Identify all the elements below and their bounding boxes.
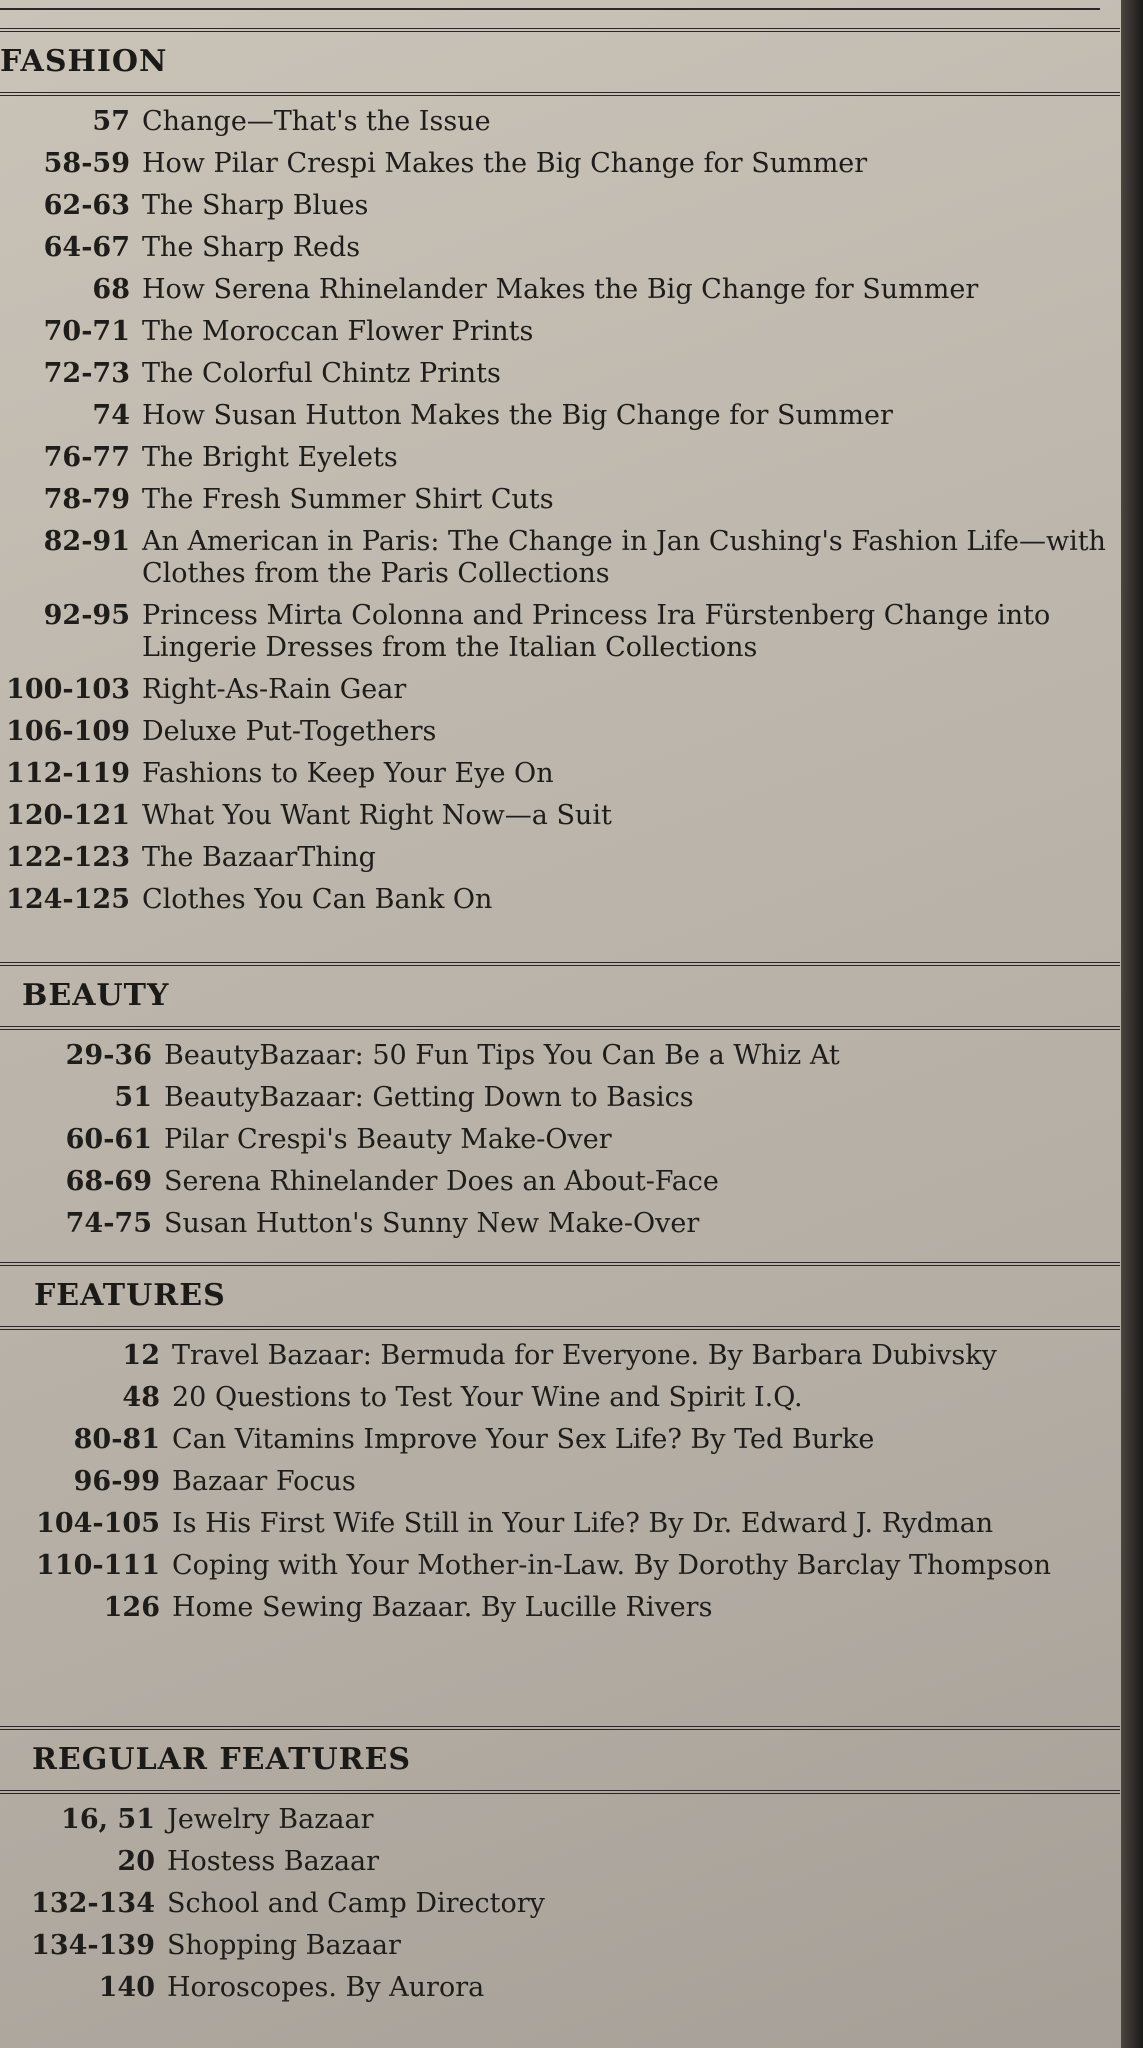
contents-entry [0, 1166, 1120, 1198]
entry-list [0, 1804, 1120, 2004]
entry-page-numbers: 134-139 [31, 1930, 155, 1961]
entry-title: 20 Questions to Test Your Wine and Spirit I.Q. [172, 1382, 803, 1413]
entry-page-numbers: 20 [117, 1846, 155, 1877]
page-binding-edge [1121, 0, 1143, 2048]
contents-entry [0, 190, 1120, 222]
entry-page-numbers: 60-61 [65, 1124, 152, 1155]
contents-entry [0, 884, 1120, 916]
contents-entry [0, 1930, 1120, 1962]
entry-page-numbers: 78-79 [43, 484, 130, 515]
entry-title: Coping with Your Mother-in-Law. By Dorothy Barclay Thompson [172, 1550, 1052, 1581]
contents-entry [0, 1888, 1120, 1920]
entry-title: The Colorful Chintz Prints [142, 358, 501, 389]
entry-page-numbers: 110-111 [36, 1550, 160, 1581]
entry-title: Serena Rhinelander Does an About-Face [164, 1166, 719, 1197]
entry-title: Right-As-Rain Gear [142, 674, 407, 705]
entry-title: Horoscopes. By Aurora [167, 1972, 485, 2003]
section-heading: FASHION [0, 44, 168, 79]
section-beauty [0, 962, 1120, 1250]
contents-entry [0, 1124, 1120, 1156]
section-features [0, 1262, 1120, 1634]
entry-page-numbers: 80-81 [73, 1424, 160, 1455]
entry-title: The Moroccan Flower Prints [142, 316, 534, 347]
entry-page-numbers: 122-123 [6, 842, 130, 873]
entry-list [0, 106, 1120, 916]
section-header [0, 1262, 1120, 1330]
contents-entry [0, 1550, 1120, 1582]
contents-entry [0, 400, 1120, 432]
contents-entry [0, 1040, 1120, 1072]
contents-entry [0, 1382, 1120, 1414]
contents-entry [0, 316, 1120, 348]
contents-entry [0, 148, 1120, 180]
entry-list [0, 1040, 1120, 1240]
entry-title: Hostess Bazaar [167, 1846, 380, 1877]
contents-entry [0, 232, 1120, 264]
entry-page-numbers: 64-67 [43, 232, 130, 263]
contents-entry [0, 1972, 1120, 2004]
entry-title: Shopping Bazaar [167, 1930, 401, 1961]
entry-page-numbers: 51 [114, 1082, 152, 1113]
section-header [0, 28, 1120, 96]
contents-entry [0, 842, 1120, 874]
contents-entry [0, 800, 1120, 832]
entry-page-numbers: 62-63 [43, 190, 130, 221]
entry-page-numbers: 70-71 [43, 316, 130, 347]
entry-title: Jewelry Bazaar [167, 1804, 374, 1835]
entry-title: The Fresh Summer Shirt Cuts [142, 484, 554, 515]
contents-entry [0, 1424, 1120, 1456]
entry-page-numbers: 82-91 [43, 526, 130, 557]
entry-page-numbers: 96-99 [73, 1466, 160, 1497]
contents-entry [0, 716, 1120, 748]
contents-entry [0, 1846, 1120, 1878]
entry-title: BeautyBazaar: 50 Fun Tips You Can Be a Whiz At [164, 1040, 840, 1071]
top-rule [0, 8, 1100, 10]
entry-title: An American in Paris: The Change in Jan Cushing's Fashion Life—with Clothes from the Paris Collections [142, 526, 1106, 589]
entry-page-numbers: 68-69 [65, 1166, 152, 1197]
entry-page-numbers: 92-95 [43, 600, 130, 631]
entry-page-numbers: 48 [122, 1382, 160, 1413]
contents-entry [0, 1466, 1120, 1498]
entry-page-numbers: 74-75 [65, 1208, 152, 1239]
contents-entry [0, 526, 1120, 590]
entry-title: How Susan Hutton Makes the Big Change for Summer [142, 400, 893, 431]
entry-page-numbers: 124-125 [6, 884, 130, 915]
contents-entry [0, 1592, 1120, 1624]
contents-entry [0, 1508, 1120, 1540]
contents-entry [0, 484, 1120, 516]
entry-title: Princess Mirta Colonna and Princess Ira Fürstenberg Change into Lingerie Dresses from the Italian Collections [142, 600, 1051, 663]
entry-page-numbers: 140 [98, 1972, 155, 2003]
entry-title: The Sharp Blues [142, 190, 369, 221]
entry-page-numbers: 16, 51 [61, 1804, 155, 1835]
contents-entry [0, 1340, 1120, 1372]
entry-title: Bazaar Focus [172, 1466, 356, 1497]
section-regular-features [0, 1726, 1120, 2014]
contents-entry [0, 600, 1120, 664]
entry-page-numbers: 120-121 [6, 800, 130, 831]
section-heading: FEATURES [34, 1278, 226, 1313]
entry-list [0, 1340, 1120, 1624]
contents-entry [0, 758, 1120, 790]
entry-page-numbers: 68 [92, 274, 130, 305]
entry-title: School and Camp Directory [167, 1888, 545, 1919]
entry-page-numbers: 57 [92, 106, 130, 137]
entry-page-numbers: 76-77 [43, 442, 130, 473]
entry-page-numbers: 72-73 [43, 358, 130, 389]
entry-page-numbers: 58-59 [43, 148, 130, 179]
entry-page-numbers: 29-36 [65, 1040, 152, 1071]
contents-entry [0, 674, 1120, 706]
entry-page-numbers: 104-105 [36, 1508, 160, 1539]
entry-page-numbers: 106-109 [6, 716, 130, 747]
entry-title: Home Sewing Bazaar. By Lucille Rivers [172, 1592, 713, 1623]
contents-entry [0, 358, 1120, 390]
contents-entry [0, 1208, 1120, 1240]
entry-title: Is His First Wife Still in Your Life? By Dr. Edward J. Rydman [172, 1508, 994, 1539]
entry-page-numbers: 112-119 [6, 758, 130, 789]
entry-title: Pilar Crespi's Beauty Make-Over [164, 1124, 612, 1155]
contents-entry [0, 442, 1120, 474]
entry-page-numbers: 132-134 [31, 1888, 155, 1919]
section-heading: BEAUTY [22, 978, 170, 1013]
contents-entry [0, 1804, 1120, 1836]
entry-title: Travel Bazaar: Bermuda for Everyone. By Barbara Dubivsky [172, 1340, 997, 1371]
entry-page-numbers: 126 [103, 1592, 160, 1623]
section-header [0, 1726, 1120, 1794]
section-heading: REGULAR FEATURES [32, 1742, 412, 1777]
entry-title: The Sharp Reds [142, 232, 361, 263]
entry-title: The Bright Eyelets [142, 442, 398, 473]
entry-page-numbers: 74 [92, 400, 130, 431]
entry-title: The BazaarThing [142, 842, 376, 873]
entry-title: Can Vitamins Improve Your Sex Life? By Ted Burke [172, 1424, 875, 1455]
entry-page-numbers: 12 [122, 1340, 160, 1371]
entry-title: Susan Hutton's Sunny New Make-Over [164, 1208, 700, 1239]
entry-title: Deluxe Put-Togethers [142, 716, 437, 747]
entry-title: What You Want Right Now—a Suit [142, 800, 612, 831]
entry-title: BeautyBazaar: Getting Down to Basics [164, 1082, 694, 1113]
entry-title: Clothes You Can Bank On [142, 884, 493, 915]
contents-entry [0, 1082, 1120, 1114]
entry-page-numbers: 100-103 [6, 674, 130, 705]
entry-title: Change—That's the Issue [142, 106, 491, 137]
section-header [0, 962, 1120, 1030]
entry-title: Fashions to Keep Your Eye On [142, 758, 554, 789]
contents-entry [0, 106, 1120, 138]
contents-entry [0, 274, 1120, 306]
entry-title: How Serena Rhinelander Makes the Big Change for Summer [142, 274, 979, 305]
entry-title: How Pilar Crespi Makes the Big Change for Summer [142, 148, 868, 179]
section-fashion [0, 28, 1120, 926]
